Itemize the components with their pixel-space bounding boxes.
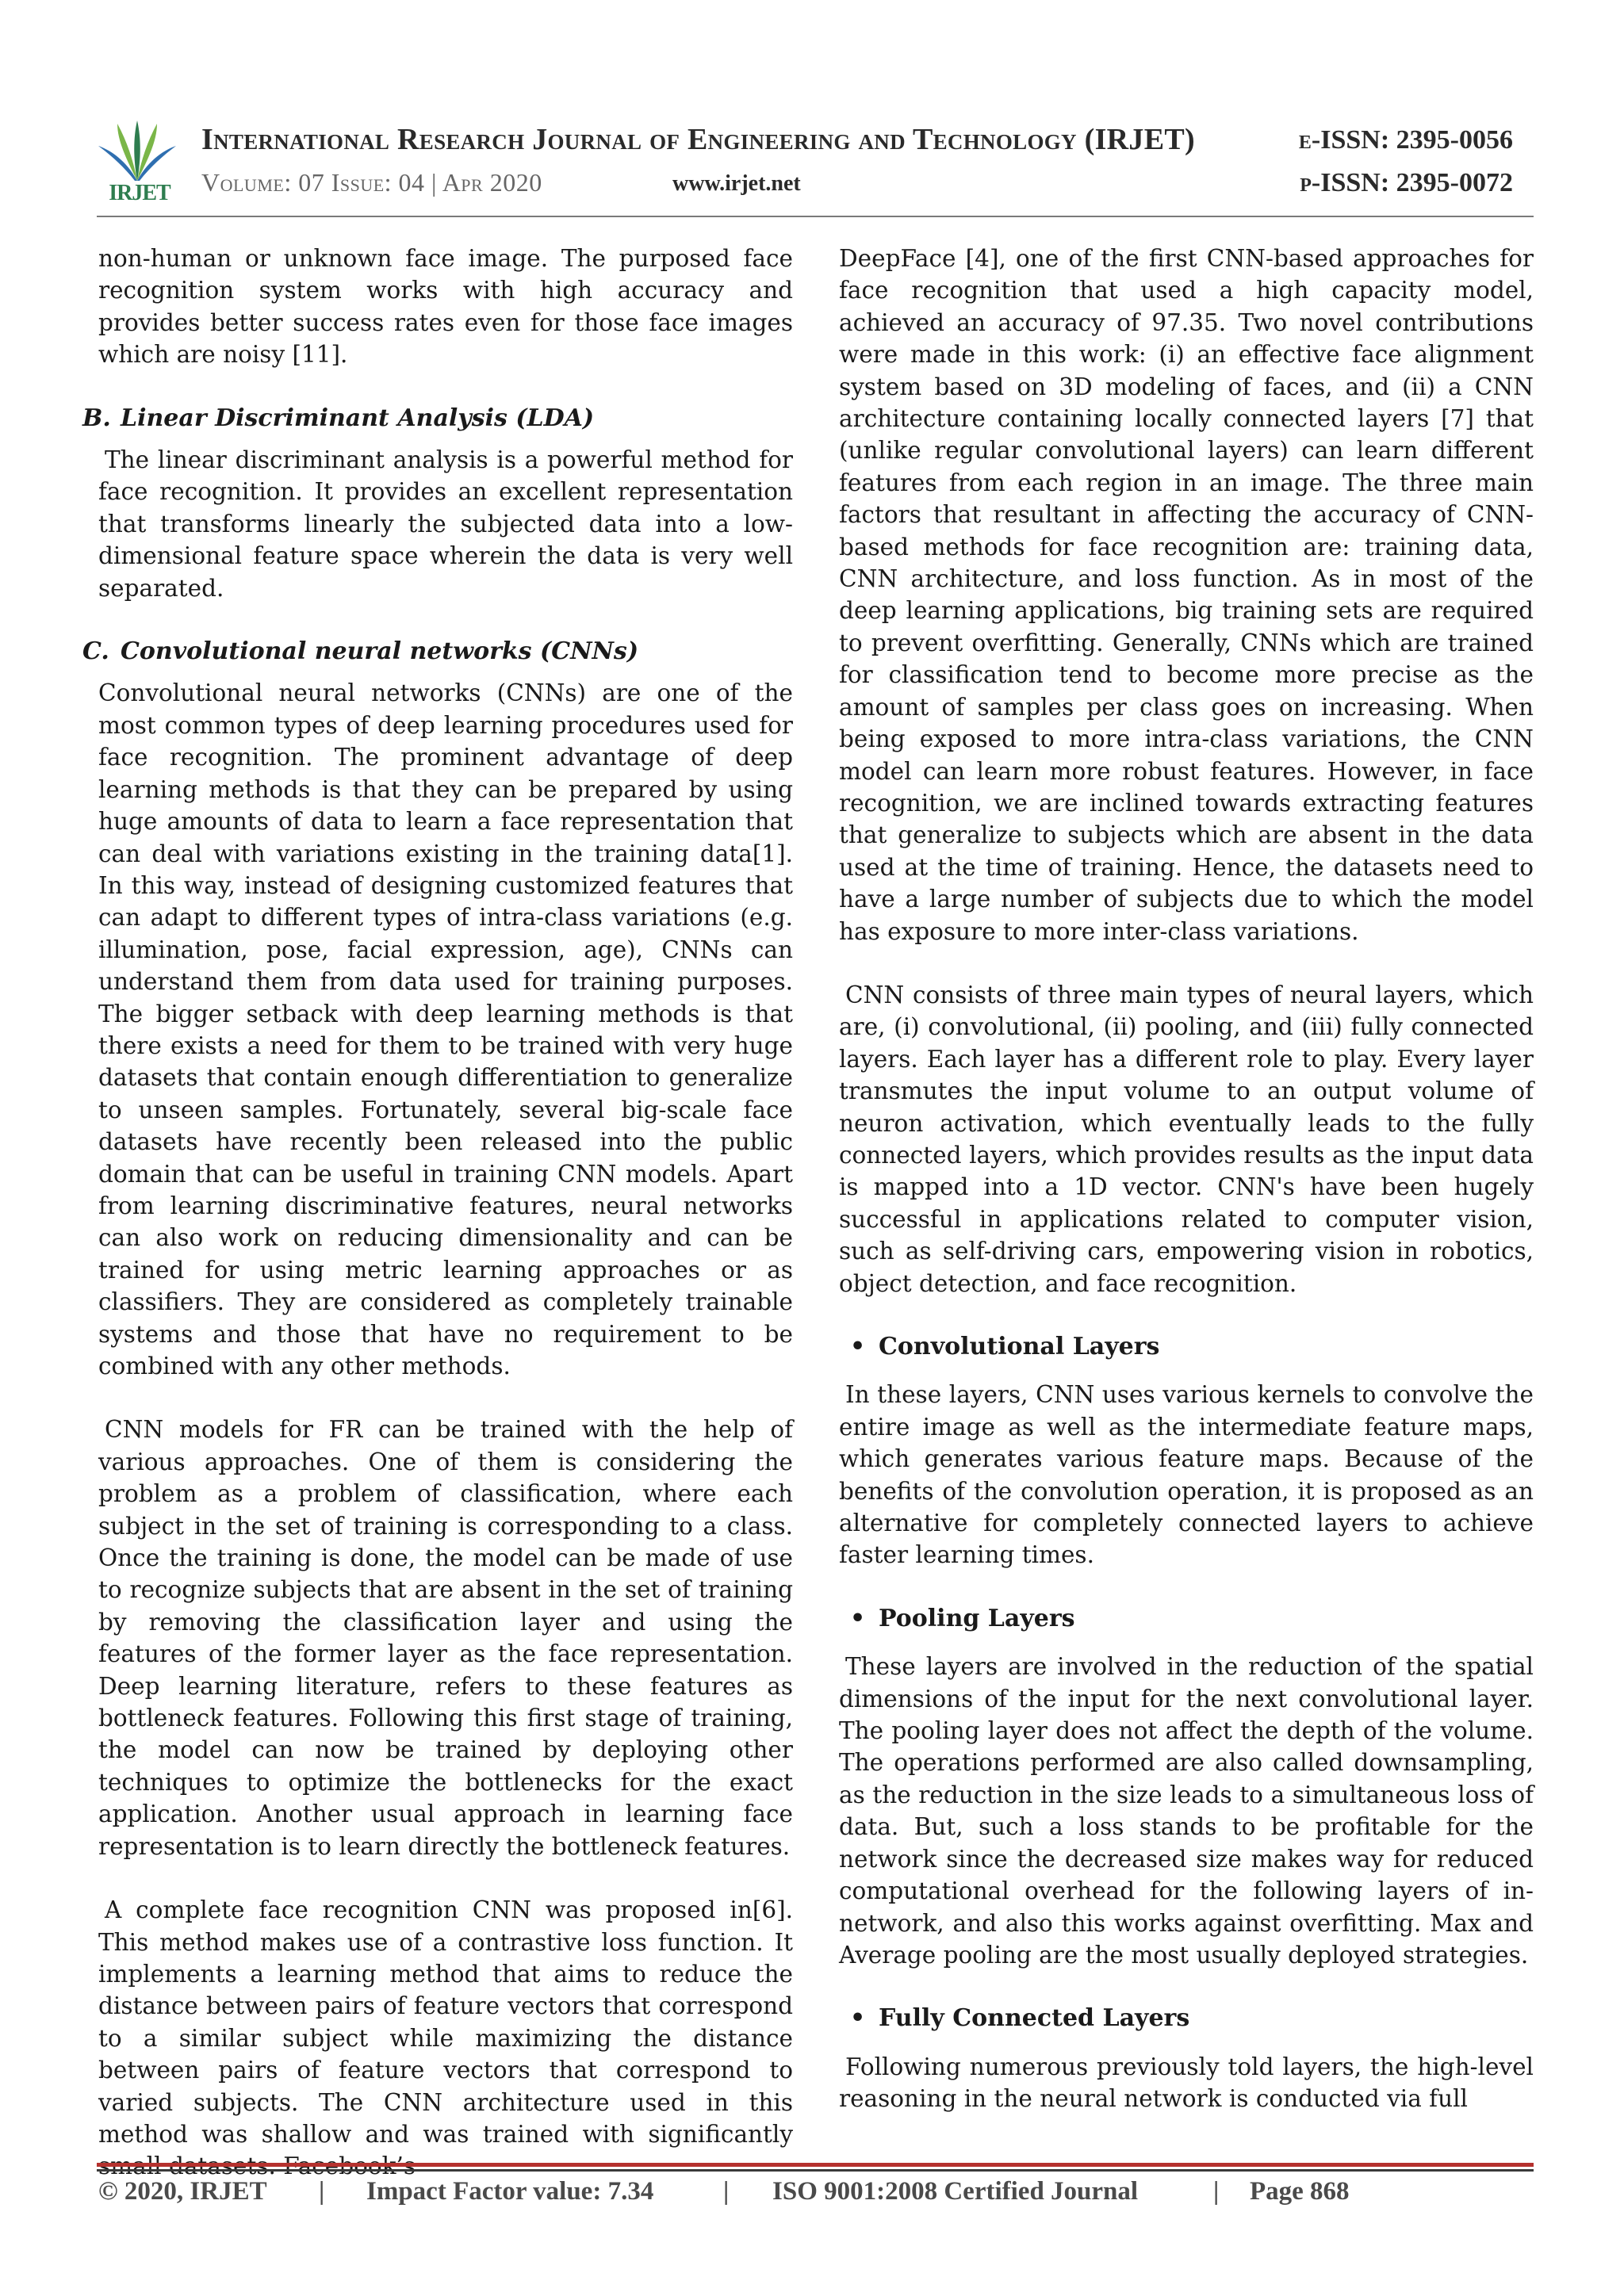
- paragraph: In these layers, CNN uses various kernels to convolve the entire image as well as the intermediate feature maps, which generates various feature maps. Because of the benefits of the convolution operation, it is proposed as an alternative for completely connected layers to achieve faster learning times.: [839, 1381, 1534, 1569]
- bullet-title: Pooling Layers: [879, 1604, 1075, 1632]
- section-letter: B.: [82, 404, 111, 432]
- logo-leaves-icon: [94, 119, 181, 182]
- journal-website-link[interactable]: www.irjet.net: [672, 171, 801, 196]
- paragraph: These layers are involved in the reduction of the spatial dimensions of the input for the next convolutional layer. The pooling layer does not affect the depth of the volume. The operations performed are also called downsampling, as the reduction in the size leads to a simultaneous loss of data. But, such a loss stands to be profitable for the network since the decreased size makes way for reduced computational overhead for the following layers of in-network, and also this works against overfitting. Max and Average pooling are the most usually deployed strategies.: [839, 1653, 1534, 1969]
- section-heading-cnn: [82, 636, 793, 668]
- paragraph: non-human or unknown face image. The purposed face recognition system works with high accuracy and provides better success rates even for those face images which are noisy [11].: [98, 245, 793, 369]
- logo-text: IRJET: [109, 181, 170, 205]
- paragraph: DeepFace [4], one of the first CNN-based approaches for face recognition that used a high capacity model, achieved an accuracy of 97.35. Two novel contributions were made in this work: (i) an effective face alignment system based on 3D modeling of faces, and (ii) a CNN architecture containing locally connected layers [7] that (unlike regular convolutional layers) can learn different features from each region in an image. The three main factors that resultant in affecting the accuracy of CNN-based methods for face recognition are: training data, CNN architecture, and loss function. As in most of the deep learning applications, big training sets are required to prevent overfitting. Generally, CNNs which are trained for classification tend to become more precise as the amount of samples per class goes on increasing. When being exposed to more intra-class variations, the CNN model can learn more robust features. However, in face recognition, we are inclined towards extracting features that generalize to subjects which are absent in the data used at the time of training. Hence, the datasets need to have a large number of subjects due to which the model has exposure to more inter-class variations.: [839, 245, 1534, 945]
- paragraph: Convolutional neural networks (CNNs) are one of the most common types of deep learning procedures used for face recognition. The prominent advantage of deep learning methods is that they can be prepared by using huge amounts of data to learn a face representation that can deal with variations existing in the training data[1]. In this way, instead of designing customized features that can adapt to different types of intra-class variations (e.g. illumination, pose, facial expression, age), CNNs can understand them from data used for training purposes. The bigger setback with deep learning methods is that there exists a need for them to be trained with very huge datasets that contain enough differentiation to generalize to unseen samples. Fortunately, several big-scale face datasets have recently been released into the public domain that can be useful in training CNN models. Apart from learning discriminative features, neural networks can also work on reducing dimensionality and can be trained for using metric learning approaches or as classifiers. They are considered as completely trainable systems and those that have no requirement to be combined with any other methods.: [98, 679, 793, 1380]
- section-heading-lda: [82, 403, 793, 434]
- page-number: Page 868: [1250, 2177, 1350, 2206]
- pissn: p-ISSN: 2395-0072: [1300, 168, 1513, 197]
- left-column: [82, 243, 793, 2183]
- section-title: Convolutional neural networks (CNNs): [121, 637, 639, 666]
- section-title: Linear Discriminant Analysis (LDA): [121, 404, 595, 432]
- bullet-heading-fully-connected: [850, 2003, 1534, 2034]
- footer-divider-dark: [97, 2169, 1534, 2172]
- journal-title: International Research Journal of Engineering and Technology (IRJET): [201, 123, 1195, 156]
- bullet-icon: •: [850, 1604, 866, 1632]
- paragraph: A complete face recognition CNN was proposed in[6]. This method makes use of a contrastive loss function. It implements a learning method that aims to reduce the distance between pairs of feature vectors that correspond to a similar subject while maximizing the distance between pairs of feature vectors that correspond to varied subjects. The CNN architecture used in this method was shallow and was trained with significantly: [98, 1896, 793, 2148]
- bullet-heading-convolutional: [850, 1331, 1534, 1363]
- bullet-icon: •: [850, 2004, 866, 2033]
- bullet-icon: •: [850, 1333, 866, 1360]
- paragraph: The linear discriminant analysis is a powerful method for face recognition. It provides an excellent representation that transforms linearly the subjected data into a low-dimensional feature space wherein the data is very well separated.: [98, 446, 793, 602]
- bullet-heading-pooling: [850, 1603, 1534, 1635]
- page-header: [94, 119, 1545, 206]
- copyright: © 2020, IRJET: [98, 2177, 267, 2206]
- header-divider: [97, 216, 1534, 217]
- footer-separator: |: [1213, 2177, 1220, 2206]
- section-letter: C.: [82, 637, 109, 666]
- footer-divider-red: [97, 2163, 1534, 2167]
- iso-certification: ISO 9001:2008 Certified Journal: [772, 2177, 1139, 2206]
- paragraph: CNN models for FR can be trained with the help of various approaches. One of them is considering the problem as a problem of classification, where each subject in the set of training is corresponding to a class. Once the training is done, the model can be made of use to recognize subjects that are absent in the set of training by removing the classification layer and using the features of the former layer as the face representation. Deep learning literature, refers to these features as bottleneck features. Following this first stage of training, the model can now be trained by deploying other techniques to optimize the bottlenecks for the exact application. Another usual approach in learning face representation is to learn directly the bottleneck features.: [98, 1416, 793, 1860]
- bullet-title: Convolutional Layers: [879, 1333, 1160, 1360]
- right-column: [839, 243, 1534, 2115]
- paragraph: Following numerous previously told layers, the high-level reasoning in the neural network is conducted via full: [839, 2053, 1534, 2113]
- footer-separator: |: [319, 2177, 325, 2206]
- irjet-logo: [94, 119, 181, 206]
- bullet-title: Fully Connected Layers: [879, 2004, 1190, 2033]
- paragraph: CNN consists of three main types of neural layers, which are, (i) convolutional, (ii) pooling, and (iii) fully connected layers. Each layer has a different role to play. Every layer transmutes the input volume to an output volume of neuron activation, which eventually leads to the fully connected layers, which provides results as the input data is mapped into a 1D vector. CNN's have been hugely successful in applications related to computer vision, such as self-driving cars, empowering vision in robotics, object detection, and face recognition.: [839, 981, 1534, 1297]
- footer-separator: |: [723, 2177, 730, 2206]
- impact-factor: Impact Factor value: 7.34: [366, 2177, 654, 2206]
- volume-issue: Volume: 07 Issue: 04 | Apr 2020: [201, 168, 542, 197]
- eissn: e-ISSN: 2395-0056: [1298, 125, 1513, 155]
- page-footer: [98, 2177, 1534, 2217]
